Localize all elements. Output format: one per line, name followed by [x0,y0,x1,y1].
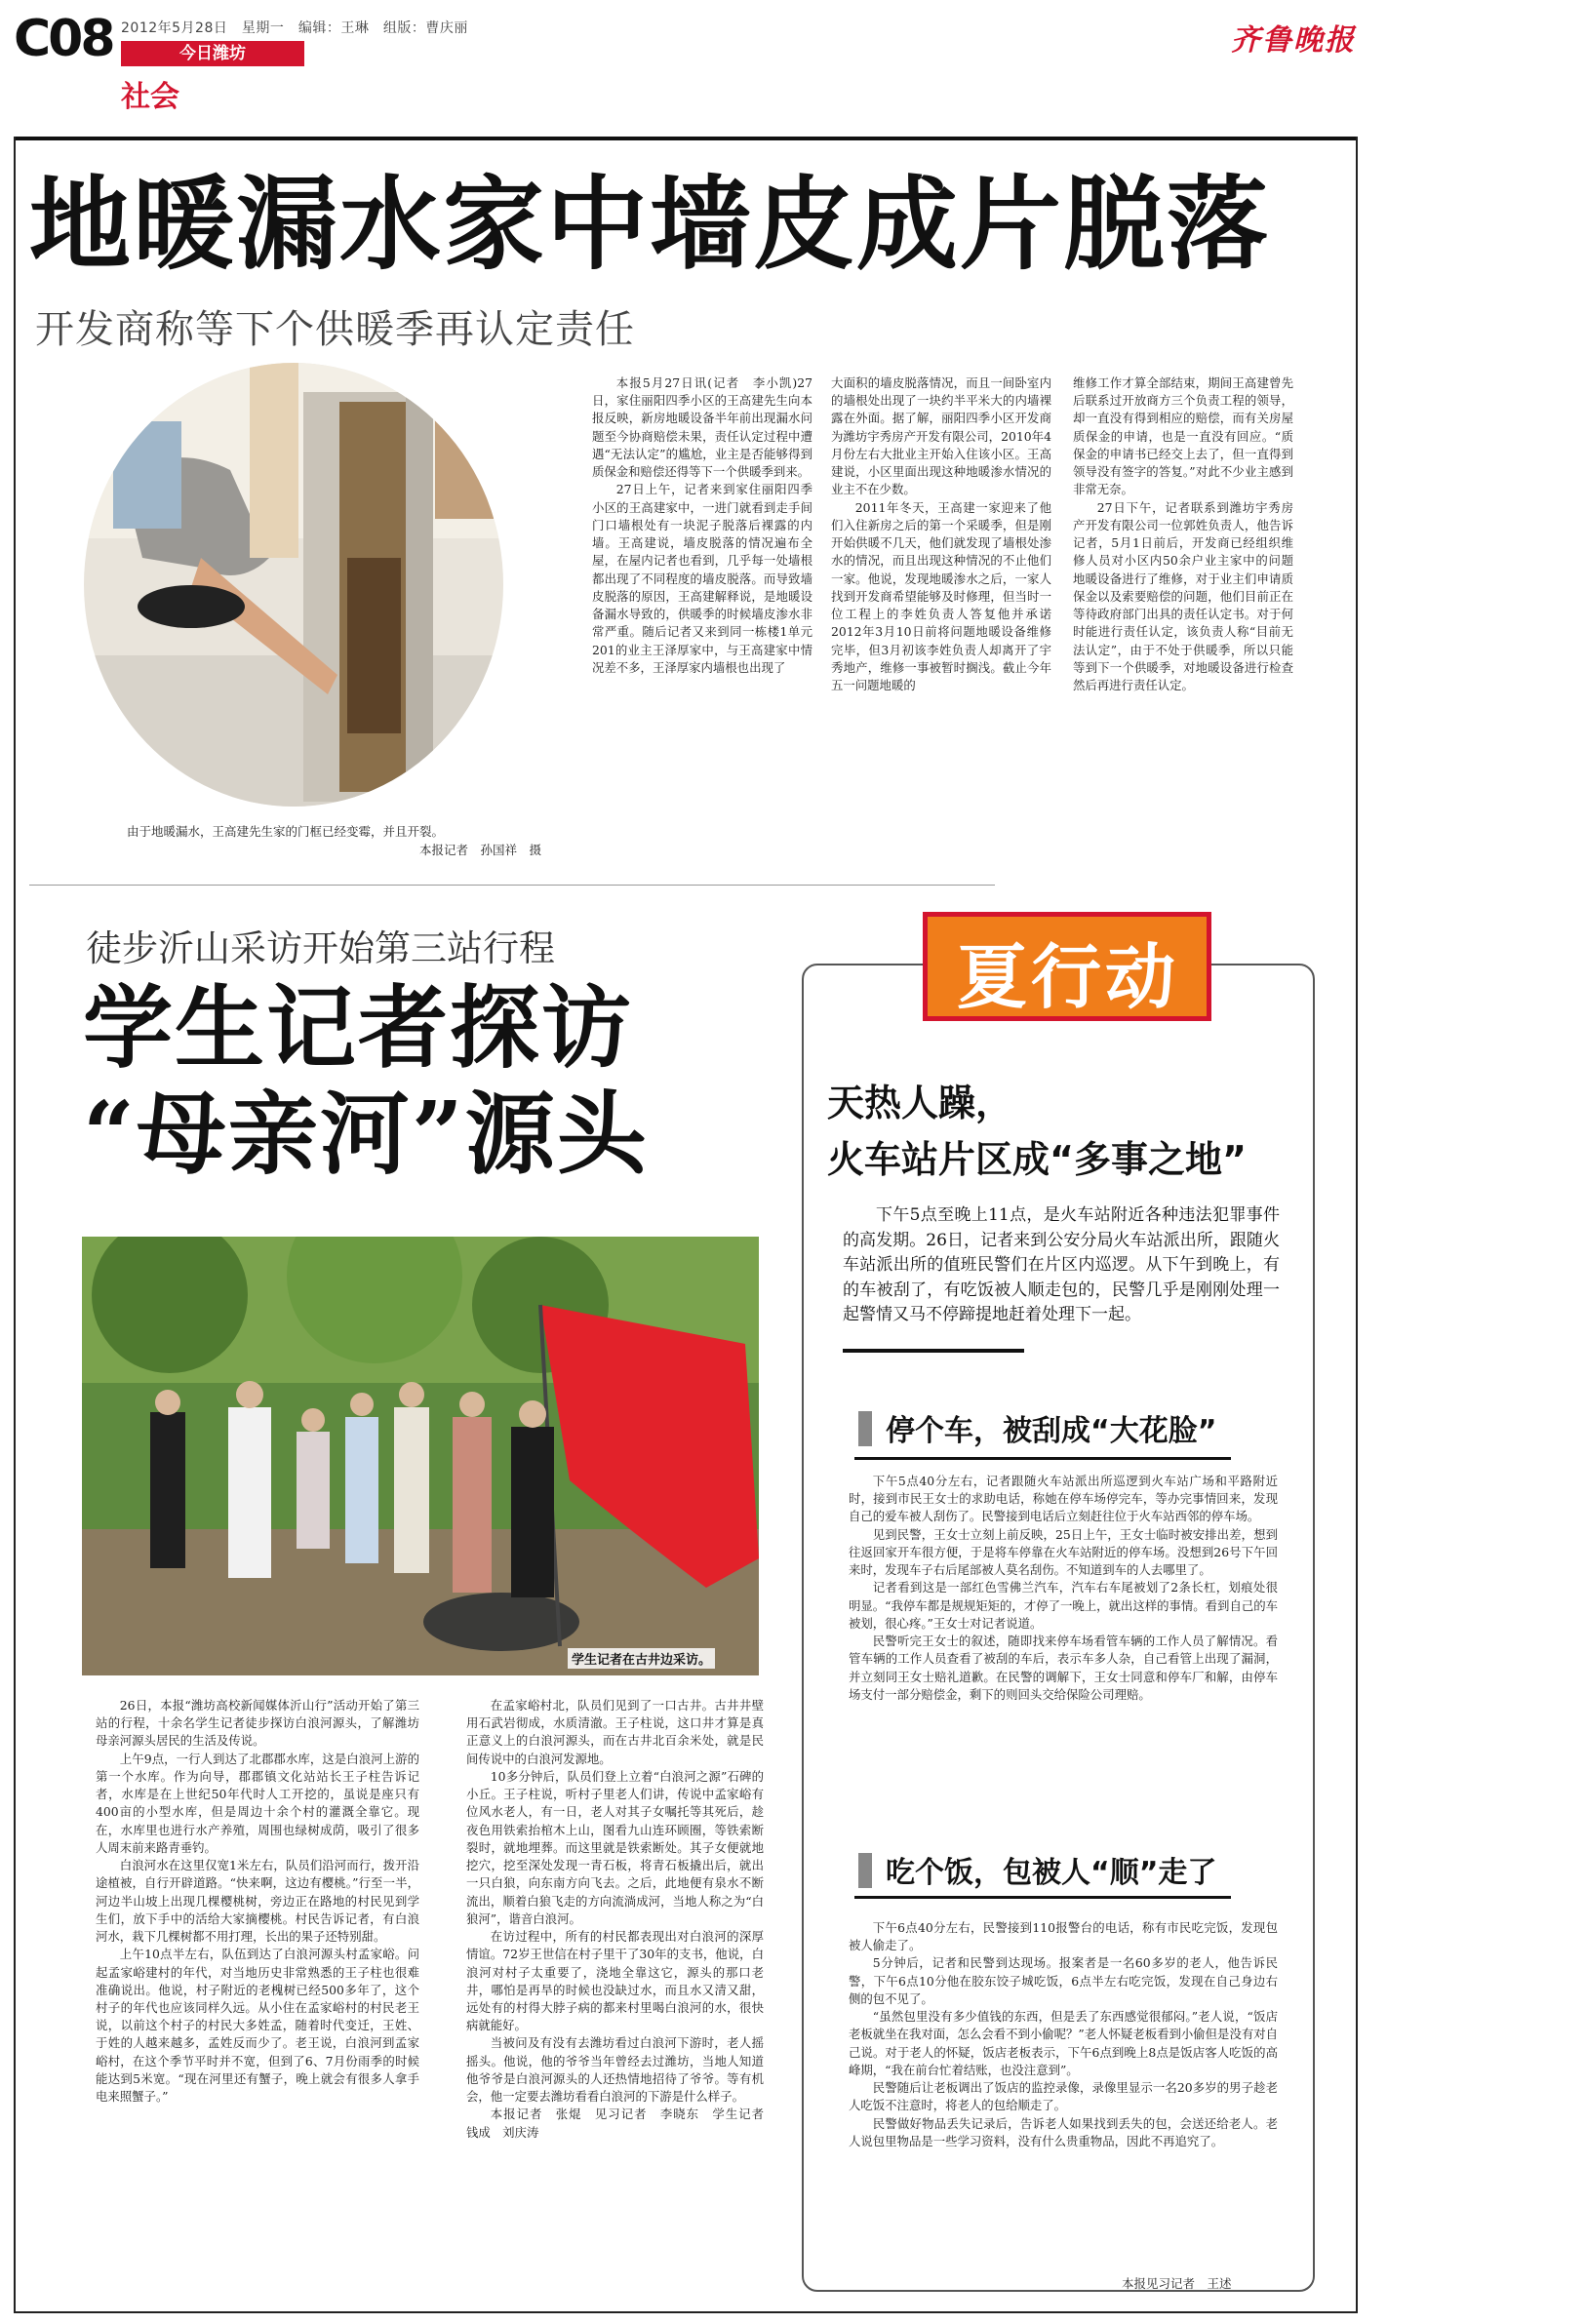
paragraph: 10多分钟后，队员们登上立着“白浪河之源”石碑的小丘。王子柱说，听村子里老人们讲，传说中孟家峪有位风水老人，有一日，老人对其子女嘱托等其死后，趁夜色用铁索抬棺木上山，图看九山连环顾圈，等铁索断裂时，就地埋葬。而这里就是铁索断处。其子女便就地挖穴，挖至深处发现一青石板，将青石板撬出后，就出一只白狼，向东南方向飞去。之后，此地便有泉水不断流出，顺着白狼飞走的方向流淌成河，当地人称之为“白狼河”，谐音白浪河。 [466,1768,764,1926]
caption-credit: 本报记者 孙国祥 摄 [419,843,542,858]
paragraph: 白浪河水在这里仅宽1米左右，队员们沿河而行，拨开沿途植被，自行开辟道路。“快来啊，这边有樱桃。”行至一半，河边半山坡上出现几棵樱桃树，旁边正在路地的村民见到学生们，放下手中的活给大家摘樱桃。村民告诉记者，有白浪河水，栽下几棵树都不用打理，长出的果子还特别甜。 [96,1858,419,1945]
badge-text: 夏行动 [956,936,1179,1018]
frame-bottom [14,2311,1358,2313]
paragraph: 本报5月27日讯(记者 李小凯)27日，家住丽阳四季小区的王高建先生向本报反映，新房地暖设备半年前出现漏水问题至今协商赔偿未果，责任认定过程中遭遇“无法认定”的尴尬，业主是否能够得到质保金和赔偿还得等下一个供暖季到来。 [592,375,812,480]
sidebar-lead [843,1203,1280,1328]
sidebar-body-1 [849,1473,1278,1704]
article2-byline: 本报记者 张焜 见习记者 李晓东 学生记者 钱成 刘庆涛 [466,2107,776,2140]
paragraph: 下午5点40分左右，记者跟随火车站派出所巡逻到火车站广场和平路附近时，接到市民王女士的求助电话，称她在停车场停完车，等办完事情回来，发现自己的爱车被人刮伤了。民警接到电话后立刻赶往位于火车站西邻的停车场。 [849,1474,1278,1524]
article1-column-1 [592,374,812,677]
paragraph: 27日下午，记者联系到潍坊宇秀房产开发有限公司一位郭姓负责人，他告诉记者，5月1日前后，开发商已经组织维修人员对小区内50余户业主家中的问题地暖设备进行了维修，对于业主们申请质保金以及索要赔偿的问题，他们目前正在等待政府部门出具的责任认定书。对于何时能进行责任认定，该负责人称“目前无法认定”，由于不处于供暖季，所以只能等到下一个供暖季，对地暖设备进行检查然后再进行责任认定。 [1073,499,1293,692]
lead-rule [843,1349,1024,1353]
article2-kicker: 徒步沂山采访开始第三站行程 [86,927,555,969]
paragraph: 下午6点40分左右，民警接到110报警台的电话，称有市民吃完饭，发现包被人偷走了。 [849,1920,1278,1953]
paragraph: 当被问及有没有去潍坊看过白浪河下游时，老人摇摇头。他说，他的爷爷当年曾经去过潍坊，当地人知道他爷爷是白浪河源头的人还热情地招待了爷爷。等有机会，他一定要去潍坊看看白浪河的下游是什么样子。 [466,2035,764,2105]
caption-text: 由于地暖漏水，王高建先生家的门框已经变霉，并且开裂。 [127,824,445,839]
sidebar-subhead-2: 吃个饭，包被人“顺”走了 [886,1856,1217,1890]
subhead-rule [854,1896,1231,1899]
article1-photo-caption [127,822,585,860]
paragraph: 维修工作才算全部结束，期间王高建曾先后联系过开放商方三个负责工程的领导，却一直没有得到相应的赔偿，而有关房屋质保金的申请，也是一直没有回应。“质保金的申请书已经交上去了，但一直得到领导没有签字的答复。”对此不少业主感到非常无奈。 [1073,375,1293,497]
paragraph: 上午9点，一行人到达了北郡郡水库，这是白浪河上游的第一个水库。作为向导，郡郡镇文化站站长王子柱告诉记者，水库是在上世纪50年代时人工开挖的，虽说是座只有400亩的小型水库，但是周边十余个村的灌溉全靠它。现在，水库里也进行水产养殖，周围也绿树成荫，吸引了很多人周末前来路青垂钓。 [96,1751,419,1855]
subhead-bar-icon [858,1853,872,1888]
sidebar-subhead-1: 停个车，被刮成“大花脸” [886,1414,1217,1448]
page-number: C08 [14,10,113,68]
article2-headline-line1: 学生记者探访 [83,975,634,1081]
sidebar-headline-line1: 天热人躁， [827,1082,1013,1124]
paragraph: 5分钟后，记者和民警到达现场。报案者是一名60多岁的老人，他告诉民警，下午6点10分他在胶东饺子城吃饭，6点半左右吃完饭，发现在自己身边右侧的包不见了。 [849,1955,1278,2006]
issue-meta: 2012年5月28日 星期一 编辑：王琳 组版：曹庆丽 [121,20,468,36]
sidebar-byline: 本报见习记者 王述 [1122,2276,1232,2291]
paragraph: 2011年冬天，王高建一家迎来了他们入住新房之后的第一个采暖季，但是刚开始供暖不几天，他们就发现了墙根处渗水的情况，而且出现这种情况的不止他们一家。他说，发现地暖渗水之后，一家人找到开发商希望能够及时修理，但当时一位工程上的李姓负责人答复他并承诺2012年3月10日前将问题地暖设备维修完毕，但3月初该李姓负责人却离开了宇秀地产，维修一事被暂时搁浅。截止今年五一问题地暖的 [831,499,1051,692]
article2-column-1 [96,1697,419,2106]
article1-headline: 地暖漏水家中墙皮成片脱落 [29,164,1271,284]
paragraph: 27日上午，记者来到家住丽阳四季小区的王高建家中，一进门就看到走手间门口墙根处有一块泥子脱落后裸露的内墙。王高建说，墙皮脱落的情况遍布全屋，在屋内记者也看到，几乎每一处墙根都出现了不同程度的墙皮脱落。而导致墙皮脱落的原因，王高建解释说，是地暖设备漏水导致的，供暖季的时候墙皮渗水非常严重。随后记者又来到同一栋楼1单元201的业主王泽厚家中，与王高建家中情况差不多，王泽厚家内墙根也出现了 [592,482,812,675]
article1-column-2 [831,374,1051,694]
article1-circular-photo [84,363,503,807]
article1-column-3 [1073,374,1293,694]
paragraph: 在孟家峪村北，队员们见到了一口古井。古井井壁用石武岩彻成，水质清澈。王子柱说，这口井才算是真正意义上的白浪河源头，而在古井北百余米处，就是民间传说中的白浪河发源地。 [466,1698,764,1766]
paragraph: 民警做好物品丢失记录后，告诉老人如果找到丢失的包，会送还给老人。老人说包里物品是一些学习资料，没有什么贵重物品，因此不再追究了。 [849,2115,1278,2148]
frame-left [14,137,16,2313]
paragraph: 见到民警，王女士立刻上前反映，25日上午，王女士临时被安排出差，想到往返回家开车很方便，于是将车停靠在火车站附近的停车场。没想到26号下午回来时，发现车子右后尾部被人莫名刮伤。不知道到车的人去哪里了。 [849,1526,1278,1578]
paragraph: “虽然包里没有多少值钱的东西，但是丢了东西感觉很郁闷。”老人说，“饭店老板就坐在我对面，怎么会看不到小偷呢？”老人怀疑老板看到小偷但是没有对自己说。对于老人的怀疑，饭店老板表示，下午6点到晚上8点是饭店客人吃饭的高峰期，“我在前台忙着结账，也没注意到”。 [849,2009,1279,2077]
paragraph: 大面积的墙皮脱落情况，而且一间卧室内的墙根处出现了一块约半平米大的内墙裸露在外面。据了解，丽阳四季小区开发商为潍坊宇秀房产开发有限公司，2010年4月份左右大批业主开始入住该小区。王高建说，小区里面出现这种地暖渗水情况的业主不在少数。 [831,375,1051,497]
lead-paragraph: 下午5点至晚上11点，是火车站附近各种违法犯罪事件的高发期。26日，记者来到公安分局火车站派出所，跟随火车站派出所的值班民警们在片区内巡逻。从下午到晚上，有的车被刮了，有吃饭被人顺走包的，民警几乎是刚刚处理一起警情又马不停蹄提地赶着处理下一起。 [843,1205,1280,1324]
wall-damage-photo-icon [84,363,503,807]
newspaper-brand-logo: 齐鲁晚报 [1231,23,1356,58]
subhead-rule [854,1457,1231,1460]
section-tab[interactable]: 今日潍坊 [121,41,304,66]
section-divider [29,885,995,886]
subhead-bar-icon [858,1411,872,1446]
top-rule [14,137,1358,140]
paragraph: 在访过程中，所有的村民都表现出对白浪河的深厚情谊。72岁王世信在村子里干了30年的支书，他说，白浪河对村子太重要了，浇地全靠这它，源头的那口老井，哪怕是再旱的时候也没缺过水，而且水又清又甜，远处有的村得大脖子病的都来村里喝白浪河的水，很快病就能好。 [466,1929,764,2033]
paragraph: 26日，本报“潍坊高校新闻媒体沂山行”活动开始了第三站的行程，十余名学生记者徒步探访白浪河源头，了解潍坊母亲河源头居民的生活及传说。 [96,1698,419,1749]
paragraph: 民警听完王女士的叙述，随即找来停车场看管车辆的工作人员了解情况。看管车辆的工作人员查看了被刮的车后，表示车多人杂，自己看管上出现了漏洞，并立刻同王女士赔礼道歉。在民警的调解下，王女士同意和停车厂和解，由停车场支付一部分赔偿金，剩下的则回头交给保险公司理赔。 [849,1634,1278,1702]
paragraph: 上午10点半左右，队伍到达了白浪河源头村孟家峪。问起孟家峪建村的年代，对当地历史非常熟悉的王子柱也很难准确说出。他说，村子附近的老槐树已经500多年了，这个村子的年代也应该同样久远。从小住在孟家峪村的村民老王说，以前这个村子的村民大多姓孟，随着时代变迁，王姓、于姓的人越来越多，孟姓反而少了。老王说，白浪河到孟家峪村，在这个季节平时并不宽，但到了6、7月份雨季的时候能达到5米宽。“现在河里还有蟹子，晚上就会有很多人拿手电来照蟹子。” [96,1947,419,2105]
paragraph: 民警随后让老板调出了饭店的监控录像，录像里显示一名20多岁的男子趁老人吃饭不注意时，将老人的包给顺走了。 [849,2080,1278,2113]
river-source-photo-icon [82,1237,759,1675]
sidebar-body-2 [849,1919,1278,2150]
article1-subheadline: 开发商称等下个供暖季再认定责任 [35,307,635,352]
article2-photo-caption: 学生记者在古井边采访。 [568,1648,715,1669]
sidebar-headline-line2: 火车站片区成“多事之地” [827,1138,1247,1181]
paragraph: 记者看到这是一部红色雪佛兰汽车，汽车右车尾被划了2条长杠，划痕处很明显。“我停车都是规规矩矩的，才停了一晚上，就出这样的事情。看到自己的车被划，很心疼。”王女士对记者说道。 [849,1580,1279,1631]
article2-photo [82,1237,759,1675]
frame-right [1356,137,1358,2313]
article2-headline-line2: “母亲河”源头 [83,1082,649,1187]
section-name: 社会 [121,80,179,114]
article2-column-2 [466,1697,776,2142]
